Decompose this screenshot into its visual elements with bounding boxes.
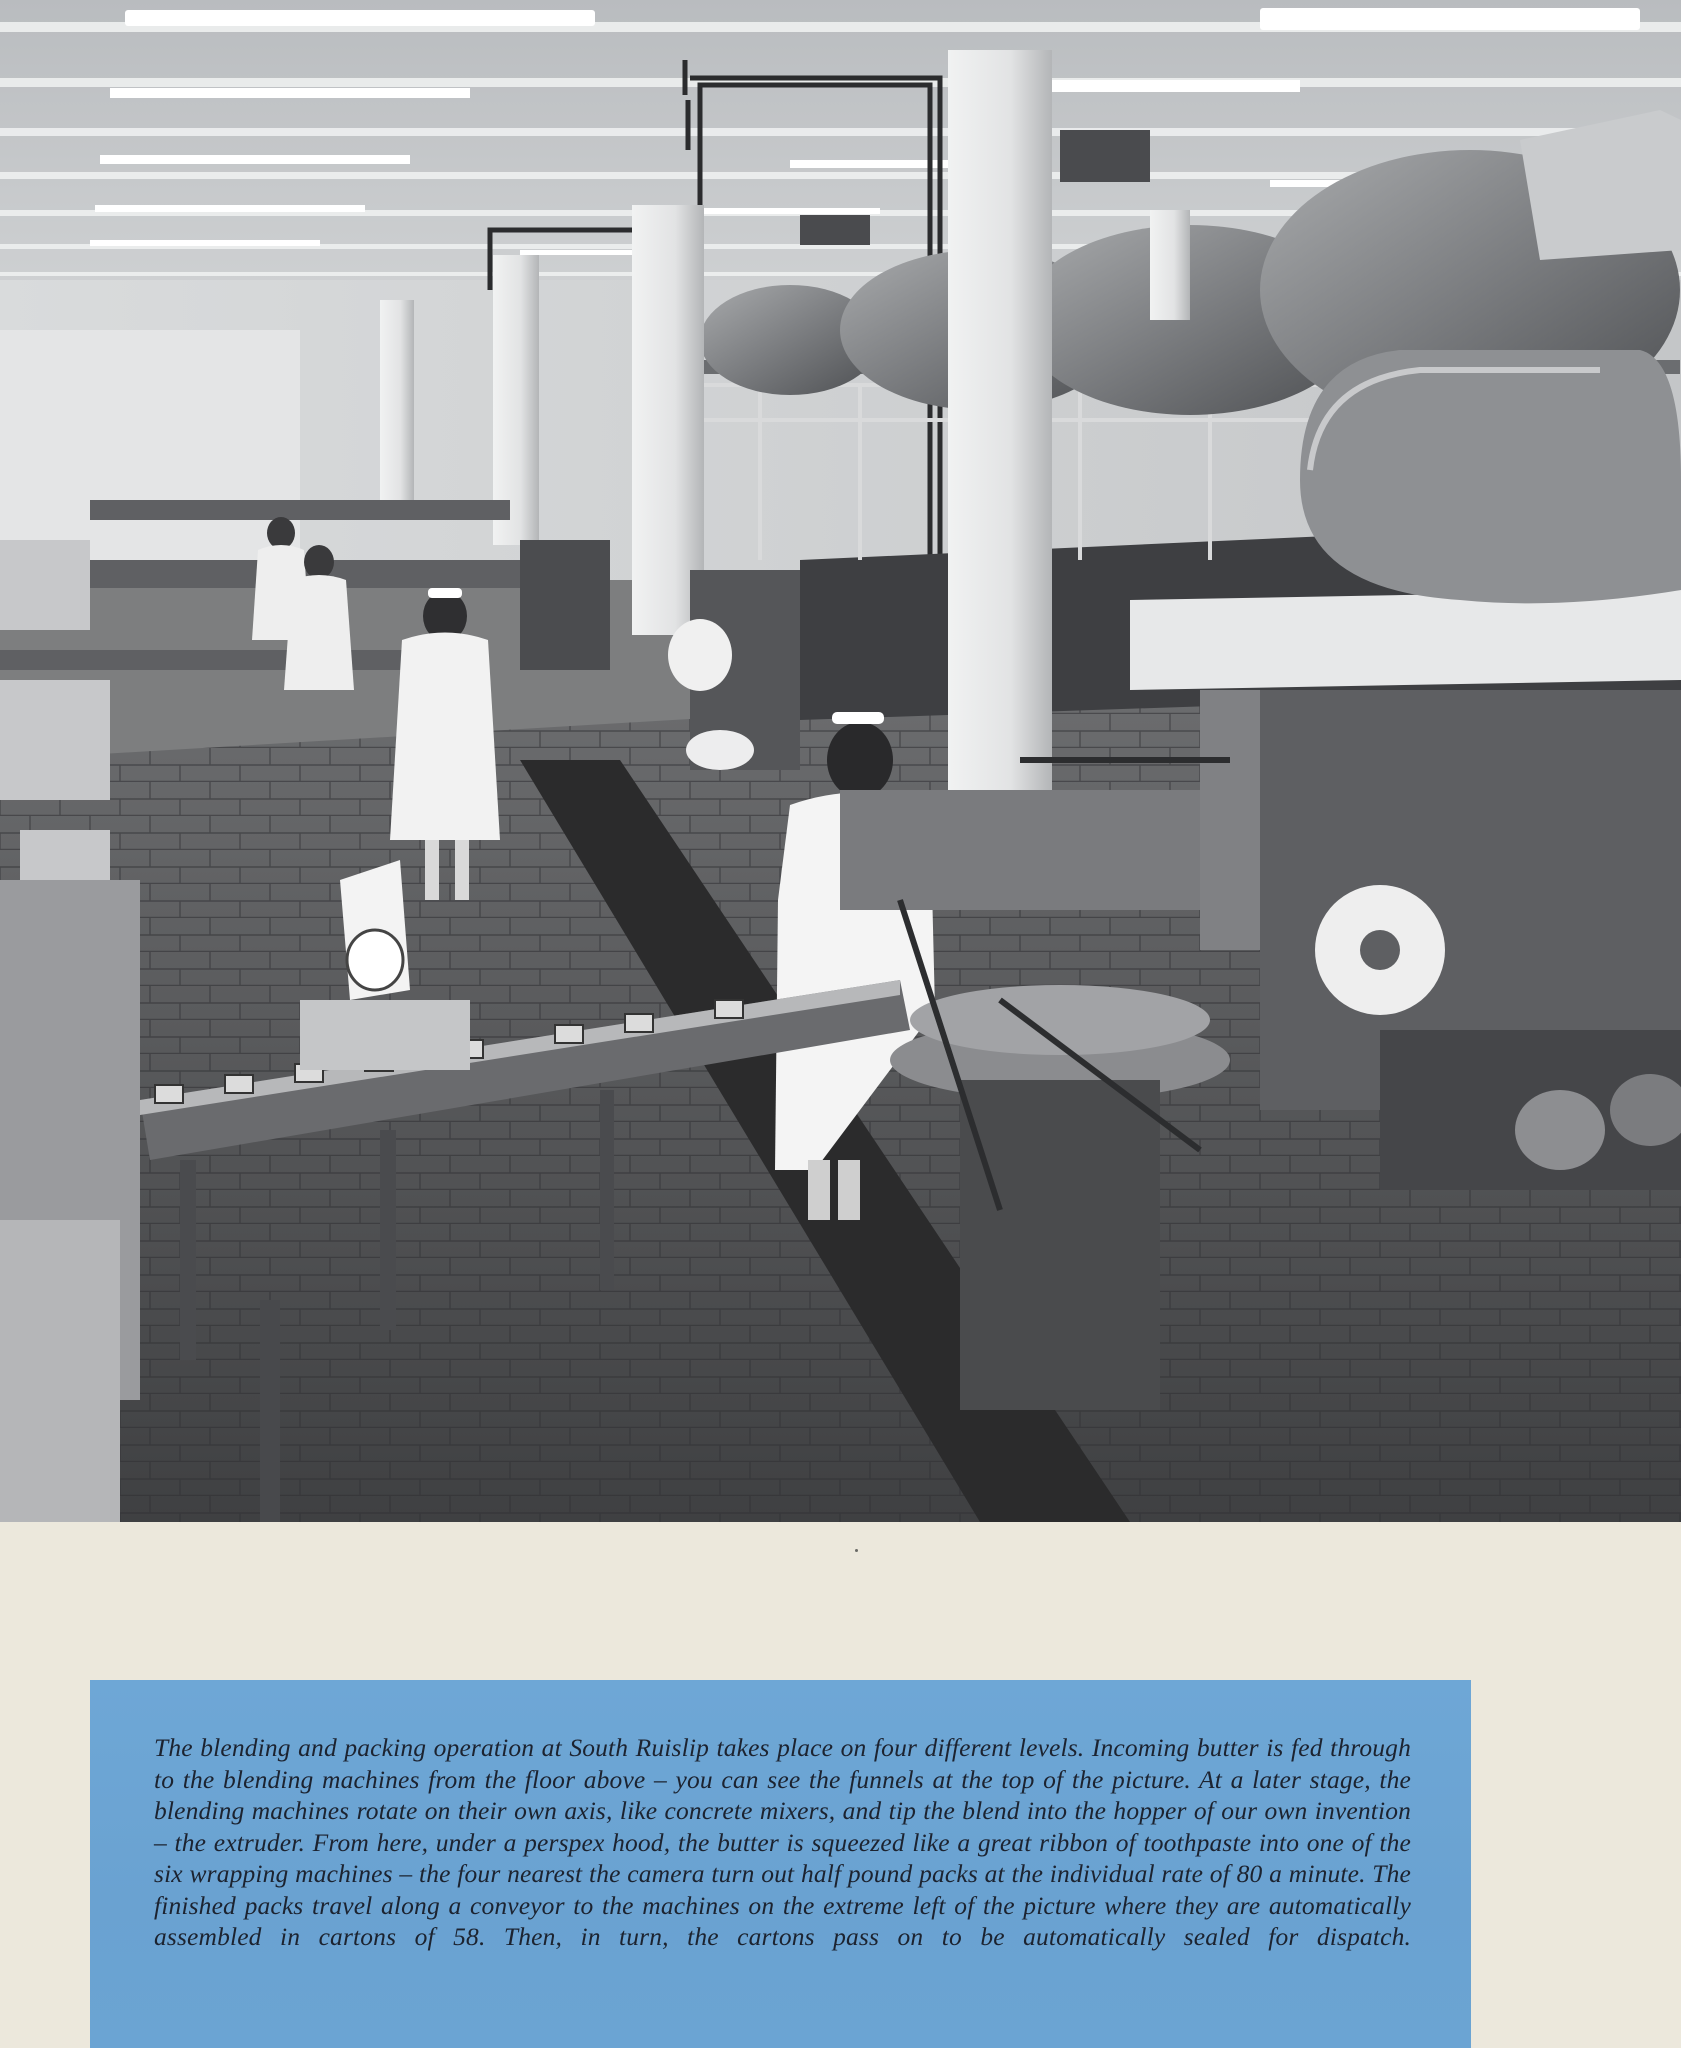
caption-text: The blending and packing operation at South Ruislip takes place on four different levels. Incoming butter is fed through to the blending machines from the floor above – you can see the funnels at the top of the picture. At a later stage, the blending machines rotate on their own axis, like concrete mixers, and tip the blend into the hopper of our own invention – the extruder. From here, under a perspex hood, the butter is squeezed like a great ribbon of toothpaste into one of the six wrapping machines – the four nearest the camera turn out half pound packs at the individual rate of 80 a minute. The finished packs travel along a conveyor to the machines on the extreme left of the picture where they are automatically assembled in cartons of 58. Then, in turn, the cartons pass on to be automatically sealed for dispatch. [154, 1733, 1411, 1951]
print-speck [855, 1549, 858, 1552]
caption-panel [90, 1680, 1471, 2048]
